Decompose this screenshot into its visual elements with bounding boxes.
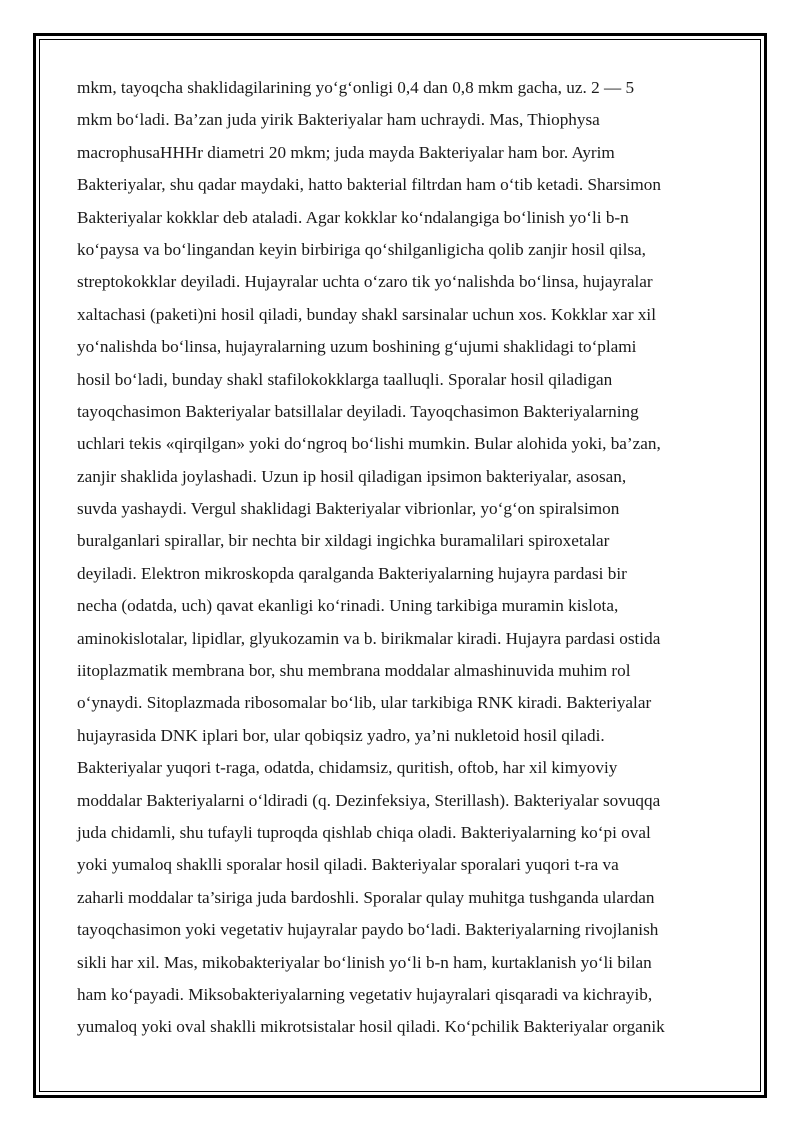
text-line: iitoplazmatik membrana bor, shu membrana moddalar almashinuvida muhim rol	[77, 661, 631, 681]
text-line: yoki yumaloq shaklli sporalar hosil qiladi. Bakteriyalar sporalari yuqori t-ra va	[77, 855, 619, 875]
text-line: mkm bo‘ladi. Ba’zan juda yirik Bakteriyalar ham uchraydi. Mas, Thiophysa	[77, 110, 600, 130]
text-line: necha (odatda, uch) qavat ekanligi ko‘rinadi. Uning tarkibiga muramin kislota,	[77, 596, 619, 616]
text-line: deyiladi. Elektron mikroskopda qaralganda Bakteriyalarning hujayra pardasi bir	[77, 563, 627, 583]
text-line: tayoqchasimon yoki vegetativ hujayralar paydo bo‘ladi. Bakteriyalarning rivojlanish	[77, 920, 659, 940]
text-line: suvda yashaydi. Vergul shaklidagi Bakteriyalar vibrionlar, yo‘g‘on spiralsimon	[77, 499, 620, 519]
text-line: zanjir shaklida joylashadi. Uzun ip hosil qiladigan ipsimon bakteriyalar, asosan,	[77, 466, 627, 486]
text-line: buralganlari spirallar, bir nechta bir xildagi ingichka buramalilari spiroxetalar	[77, 531, 610, 551]
text-line: ko‘paysa va bo‘lingandan keyin birbiriga qo‘shilganligicha qolib zanjir hosil qilsa,	[77, 239, 646, 259]
text-line: Bakteriyalar kokklar deb ataladi. Agar kokklar ko‘ndalangiga bo‘linish yo‘li b-n	[77, 207, 629, 227]
text-line: Bakteriyalar yuqori t-raga, odatda, chidamsiz, quritish, oftob, har xil kimyoviy	[77, 758, 618, 778]
body-text	[77, 72, 727, 1044]
text-line: tayoqchasimon Bakteriyalar batsillalar deyiladi. Tayoqchasimon Bakteriyalarning	[77, 401, 639, 421]
text-line: uchlari tekis «qirqilgan» yoki do‘ngroq bo‘lishi mumkin. Bular alohida yoki, ba’zan,	[77, 434, 661, 454]
text-line: xaltachasi (paketi)ni hosil qiladi, bunday shakl sarsinalar uchun xos. Kokklar xar xil	[77, 304, 656, 324]
text-line: hujayrasida DNK iplari bor, ular qobiqsiz yadro, ya’ni nukletoid hosil qiladi.	[77, 725, 605, 745]
text-line: sikli har xil. Mas, mikobakteriyalar bo‘linish yo‘li b-n ham, kurtaklanish yo‘li bilan	[77, 952, 652, 972]
text-line: moddalar Bakteriyalarni o‘ldiradi (q. Dezinfeksiya, Sterillash). Bakteriyalar sovuqqa	[77, 790, 661, 810]
text-line: ham ko‘payadi. Miksobakteriyalarning vegetativ hujayralari qisqaradi va kichrayib,	[77, 984, 653, 1004]
text-line: aminokislotalar, lipidlar, glyukozamin va b. birikmalar kiradi. Hujayra pardasi ostida	[77, 628, 661, 648]
text-line: zaharli moddalar ta’siriga juda bardoshli. Sporalar qulay muhitga tushganda ulardan	[77, 887, 655, 907]
text-line: yo‘nalishda bo‘linsa, hujayralarning uzum boshining g‘ujumi shaklidagi to‘plami	[77, 337, 637, 357]
text-line: macrophusaHHHr diametri 20 mkm; juda mayda Bakteriyalar ham bor. Ayrim	[77, 142, 615, 162]
text-line: o‘ynaydi. Sitoplazmada ribosomalar bo‘lib, ular tarkibiga RNK kiradi. Bakteriyalar	[77, 693, 652, 713]
text-line: juda chidamli, shu tufayli tuproqda qishlab chiqa oladi. Bakteriyalarning ko‘pi oval	[77, 822, 651, 842]
text-line: streptokokklar deyiladi. Hujayralar uchta o‘zaro tik yo‘nalishda bo‘linsa, hujayralar	[77, 272, 653, 292]
text-line: mkm, tayoqcha shaklidagilarining yo‘g‘onligi 0,4 dan 0,8 mkm gacha, uz. 2 — 5	[77, 78, 635, 97]
text-line: Bakteriyalar, shu qadar maydaki, hatto bakterial filtrdan ham o‘tib ketadi. Sharsimon	[77, 175, 661, 195]
text-line: hosil bo‘ladi, bunday shakl stafilokokklarga taalluqli. Sporalar hosil qiladigan	[77, 369, 613, 389]
text-line: yumaloq yoki oval shaklli mikrotsistalar hosil qiladi. Ko‘pchilik Bakteriyalar organik	[77, 1017, 665, 1037]
